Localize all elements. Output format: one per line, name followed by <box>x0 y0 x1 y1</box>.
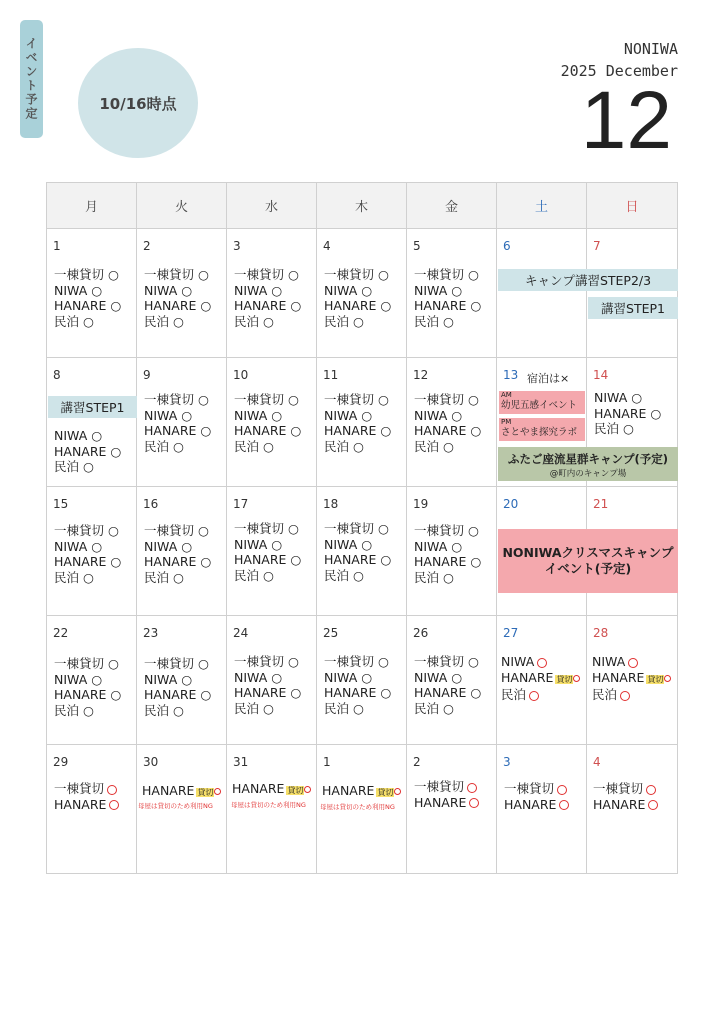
availability-list: 一棟貸切 HANARE <box>593 781 658 812</box>
availability-list: 一棟貸切 ○ NIWA ○ HANARE ○ 民泊 ○ <box>414 654 482 716</box>
day-cell[interactable] <box>317 616 407 745</box>
availability-list: 一棟貸切 ○ NIWA ○ HANARE ○ 民泊 ○ <box>324 267 392 329</box>
reserved-circle-icon <box>628 658 638 668</box>
day-cell[interactable] <box>407 229 497 358</box>
reserved-circle-icon <box>467 783 477 793</box>
reserved-circle-icon <box>107 785 117 795</box>
xmas-subtitle: イベント(予定) <box>544 561 632 576</box>
reserved-circle-icon <box>304 786 311 793</box>
date-number: 16 <box>143 497 159 511</box>
reserved-mark: 貸切 <box>647 674 664 684</box>
day-cell[interactable] <box>317 487 407 616</box>
day-cell[interactable] <box>407 358 497 487</box>
availability-list: NIWA ○ HANARE ○ 民泊 ○ <box>54 428 122 474</box>
weekday-fri: 金 <box>407 183 497 229</box>
weekday-wed: 水 <box>227 183 317 229</box>
event-am[interactable] <box>499 391 585 414</box>
availability-list: 一棟貸切 ○ NIWA ○ HANARE ○ 民泊 ○ <box>144 656 212 718</box>
availability-list: 一棟貸切 HANARE <box>414 779 479 810</box>
weekday-sat: 土 <box>497 183 587 229</box>
date-number: 12 <box>413 368 429 382</box>
date-number: 11 <box>323 368 339 382</box>
date-number: 5 <box>413 239 421 253</box>
day-cell[interactable] <box>47 229 137 358</box>
reserved-circle-icon <box>620 691 630 701</box>
day-cell[interactable] <box>587 229 678 358</box>
date-number: 21 <box>593 497 609 511</box>
day-cell[interactable] <box>137 229 227 358</box>
availability-list: 一棟貸切 ○ NIWA ○ HANARE ○ 民泊 ○ <box>234 392 302 454</box>
date-number: 9 <box>143 368 151 382</box>
date-number: 4 <box>323 239 331 253</box>
date-number: 23 <box>143 626 159 640</box>
reserved-circle-icon <box>559 800 569 810</box>
am-event-title: 幼児五感イベント <box>501 400 578 411</box>
reserved-circle-icon <box>664 675 671 682</box>
day-cell[interactable] <box>47 745 137 874</box>
event-xmas-camp[interactable] <box>498 529 678 593</box>
day-cell[interactable] <box>497 229 587 358</box>
pm-label: PM <box>501 418 512 426</box>
date-number: 27 <box>503 626 519 640</box>
day-cell[interactable] <box>317 745 407 874</box>
availability-list: 一棟貸切 ○ NIWA ○ HANARE ○ 民泊 ○ <box>54 656 122 718</box>
reserved-circle-icon <box>529 691 539 701</box>
reserved-circle-icon <box>573 675 580 682</box>
availability-list: 一棟貸切 ○ NIWA ○ HANARE ○ 民泊 ○ <box>414 267 482 329</box>
year-month: 2025 December <box>560 62 678 80</box>
date-number: 17 <box>233 497 249 511</box>
ng-note: 母屋は貸切のため利用NG <box>231 801 306 809</box>
availability-list: 一棟貸切 ○ NIWA ○ HANARE ○ 民泊 ○ <box>234 654 302 716</box>
date-number: 30 <box>143 755 159 769</box>
date-number: 14 <box>593 368 609 382</box>
date-number: 2 <box>143 239 151 253</box>
event-camp-step23[interactable]: キャンプ講習STEP2/3 <box>498 269 678 291</box>
date-number: 29 <box>53 755 69 769</box>
day-cell[interactable] <box>587 616 678 745</box>
date-number: 4 <box>593 755 601 769</box>
availability-list: 一棟貸切 ○ NIWA ○ HANARE ○ 民泊 ○ <box>414 523 482 585</box>
day-cell[interactable] <box>137 358 227 487</box>
day-cell[interactable] <box>587 745 678 874</box>
event-pm[interactable] <box>499 418 585 441</box>
availability-list: 一棟貸切 ○ NIWA ○ HANARE ○ 民泊 ○ <box>144 523 212 585</box>
reserved-circle-icon <box>109 800 119 810</box>
availability-list: 一棟貸切 ○ NIWA ○ HANARE ○ 民泊 ○ <box>324 392 392 454</box>
reserved-circle-icon <box>214 788 221 795</box>
day-cell[interactable] <box>407 487 497 616</box>
date-number: 1 <box>53 239 61 253</box>
date-number: 1 <box>323 755 331 769</box>
reserved-circle-icon <box>648 800 658 810</box>
date-number: 26 <box>413 626 429 640</box>
reserved-circle-icon <box>646 785 656 795</box>
date-number: 20 <box>503 497 519 511</box>
availability-list: 一棟貸切 HANARE <box>504 781 569 812</box>
availability-list: NIWA ○ HANARE ○ 民泊 ○ <box>594 390 662 436</box>
event-step1[interactable]: 講習STEP1 <box>588 297 678 319</box>
date-number: 25 <box>323 626 339 640</box>
schedule-side-label: イベント予定 <box>20 20 43 138</box>
reserved-mark: 貸切 <box>287 786 304 795</box>
reserved-circle-icon <box>557 785 567 795</box>
date-number: 2 <box>413 755 421 769</box>
date-number: 8 <box>53 368 61 382</box>
pm-event-title: さとやま探究ラボ <box>501 427 578 438</box>
availability-list: 一棟貸切 ○ NIWA ○ HANARE ○ 民泊 ○ <box>54 523 122 585</box>
date-number: 7 <box>593 239 601 253</box>
day-cell[interactable] <box>497 616 587 745</box>
calendar-grid <box>46 182 678 874</box>
day-cell[interactable] <box>137 616 227 745</box>
day-cell[interactable] <box>497 745 587 874</box>
date-number: 31 <box>233 755 249 769</box>
availability-list: 一棟貸切 HANARE <box>54 781 119 812</box>
day-cell[interactable] <box>47 487 137 616</box>
am-label: AM <box>501 391 512 399</box>
date-number: 10 <box>233 368 249 382</box>
date-number: 6 <box>503 239 511 253</box>
date-number: 15 <box>53 497 69 511</box>
date-number: 18 <box>323 497 339 511</box>
day-cell[interactable] <box>317 358 407 487</box>
date-number: 13 <box>503 368 519 382</box>
ng-note: 母屋は貸切のため利用NG <box>320 803 395 811</box>
day-cell[interactable] <box>47 358 137 487</box>
day-cell[interactable] <box>227 358 317 487</box>
availability-list: NIWA HANARE 貸切 民泊 <box>592 654 671 703</box>
availability-list: 一棟貸切 ○ NIWA ○ HANARE ○ 民泊 ○ <box>144 392 212 454</box>
weekday-mon: 月 <box>47 183 137 229</box>
availability-list: 一棟貸切 ○ NIWA ○ HANARE ○ 民泊 ○ <box>324 521 392 583</box>
event-futago-camp[interactable] <box>498 447 678 481</box>
day-cell[interactable] <box>227 745 317 874</box>
availability-list: 一棟貸切 ○ NIWA ○ HANARE ○ 民泊 ○ <box>144 267 212 329</box>
availability-list: 一棟貸切 ○ NIWA ○ HANARE ○ 民泊 ○ <box>234 521 302 583</box>
day-cell[interactable] <box>227 487 317 616</box>
day-cell[interactable] <box>227 229 317 358</box>
no-stay-note: 宿泊は× <box>527 372 570 385</box>
event-step1[interactable]: 講習STEP1 <box>48 396 137 418</box>
weekday-thu: 木 <box>317 183 407 229</box>
day-cell[interactable] <box>407 616 497 745</box>
reserved-circle-icon <box>394 788 401 795</box>
availability-list: 一棟貸切 ○ NIWA ○ HANARE ○ 民泊 ○ <box>54 267 122 329</box>
reserved-mark: 貸切 <box>556 674 573 684</box>
availability-list: 一棟貸切 ○ NIWA ○ HANARE ○ 民泊 ○ <box>324 654 392 716</box>
weekday-sun: 日 <box>587 183 678 229</box>
as-of-badge: 10/16時点 <box>78 48 198 158</box>
reserved-mark: 貸切 <box>197 788 214 797</box>
availability-list: 一棟貸切 ○ NIWA ○ HANARE ○ 民泊 ○ <box>234 267 302 329</box>
reserved-circle-icon <box>469 798 479 808</box>
date-number: 3 <box>233 239 241 253</box>
availability-list: NIWA HANARE 貸切 民泊 <box>501 654 580 703</box>
date-number: 3 <box>503 755 511 769</box>
xmas-title: NONIWAクリスマスキャンプ <box>502 545 674 560</box>
reserved-circle-icon <box>537 658 547 668</box>
day-cell[interactable] <box>227 616 317 745</box>
day-cell[interactable] <box>47 616 137 745</box>
futago-title: ふたご座流星群キャンプ(予定) <box>507 452 668 466</box>
date-number: 19 <box>413 497 429 511</box>
day-cell[interactable] <box>407 745 497 874</box>
date-number: 22 <box>53 626 69 640</box>
availability-list: 一棟貸切 ○ NIWA ○ HANARE ○ 民泊 ○ <box>414 392 482 454</box>
availability-list: HANARE 貸切 <box>322 783 401 801</box>
availability-list: HANARE 貸切 <box>232 781 311 799</box>
day-cell[interactable] <box>317 229 407 358</box>
date-number: 24 <box>233 626 249 640</box>
weekday-tue: 火 <box>137 183 227 229</box>
availability-list: HANARE 貸切 <box>142 783 221 801</box>
day-cell[interactable] <box>137 487 227 616</box>
day-cell[interactable] <box>137 745 227 874</box>
futago-place: @町内のキャンプ場 <box>549 469 627 479</box>
brand-name: NONIWA <box>623 40 678 58</box>
date-number: 28 <box>593 626 609 640</box>
reserved-mark: 貸切 <box>377 788 394 797</box>
ng-note: 母屋は貸切のため利用NG <box>138 802 213 810</box>
month-number: 12 <box>580 75 672 166</box>
